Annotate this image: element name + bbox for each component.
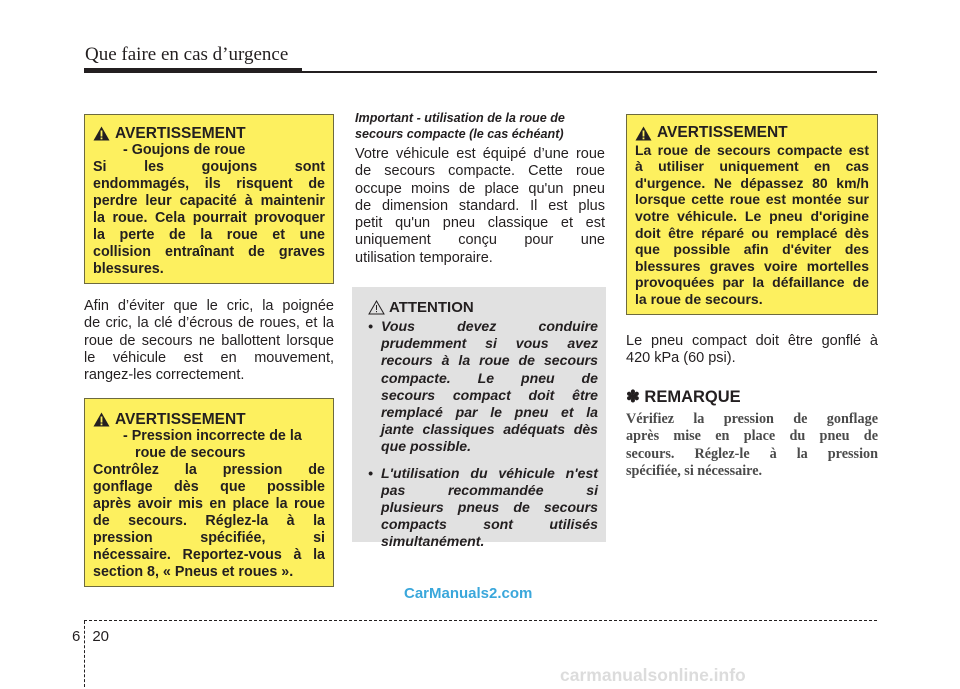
page-number-value: 20 bbox=[92, 628, 110, 645]
warning-line: à utiliser uniquement en cas bbox=[635, 158, 869, 175]
header-rule bbox=[84, 71, 877, 73]
warning-line: pression spécifiée, si bbox=[93, 530, 325, 546]
paragraph-line: uniquement conçu pour une bbox=[355, 232, 605, 249]
warning-line: votre véhicule. Le pneu d'origine bbox=[635, 207, 869, 224]
warning-line: endommagés, ils risquent de bbox=[93, 176, 325, 192]
warning-line: Contrôlez la pression de bbox=[93, 462, 325, 478]
warning-line: la roue de secours. bbox=[635, 290, 763, 307]
warning-title: AVERTISSEMENT bbox=[657, 124, 788, 141]
warning-subtitle: roue de secours bbox=[135, 445, 246, 461]
remarque-line: secours. Réglez-le à la pression bbox=[626, 445, 878, 462]
warning-box-wheel-studs bbox=[84, 114, 334, 284]
warning-line: de secours. Réglez-la à la bbox=[93, 513, 325, 529]
remarque-title: ✽ REMARQUE bbox=[626, 388, 741, 406]
attention-box bbox=[352, 287, 606, 550]
warning-line: doit être réparé ou remplacé dès bbox=[635, 224, 869, 241]
warning-triangle-icon bbox=[93, 412, 110, 427]
attention-line: Vous devez conduire bbox=[381, 318, 598, 334]
warning-line: gonflage dès que possible bbox=[93, 479, 325, 495]
remarque-line: après mise en place du pneu de bbox=[626, 428, 878, 445]
watermark-link[interactable]: CarManuals2.com bbox=[404, 585, 533, 602]
paragraph-line: 420 kPa (60 psi). bbox=[626, 350, 736, 367]
warning-line: blessures. bbox=[93, 261, 164, 277]
attention-line: pas recommandée si bbox=[381, 481, 598, 498]
paragraph-line: le véhicule est en mouvement, bbox=[84, 349, 334, 366]
remarque-text bbox=[626, 411, 878, 481]
attention-line: prudemment si vous avez bbox=[381, 335, 598, 352]
warning-line: nécessaire. Reportez-vous à la bbox=[93, 547, 325, 563]
paragraph-line: petit qu'un pneu classique et est bbox=[355, 215, 605, 232]
warning-line: provoquées par la défaillance de bbox=[635, 274, 869, 291]
page-header-title: Que faire en cas d’urgence bbox=[85, 44, 289, 65]
compact-spare-paragraph bbox=[355, 146, 605, 267]
compact-pressure-paragraph bbox=[626, 333, 878, 368]
warning-line: La roue de secours compacte est bbox=[635, 141, 869, 158]
paragraph-line: Le pneu compact doit être gonflé à bbox=[626, 333, 878, 349]
attention-line: L'utilisation du véhicule n'est bbox=[381, 464, 598, 481]
attention-title: ATTENTION bbox=[389, 299, 474, 316]
heading-line: secours compacte (le cas échéant) bbox=[355, 126, 564, 141]
stowage-paragraph bbox=[84, 298, 334, 384]
page-number bbox=[72, 628, 117, 645]
warning-line: la perte de la roue et une bbox=[93, 227, 325, 243]
paragraph-line: de dimension standard. Il est plus bbox=[355, 197, 605, 214]
paragraph-line: occupe moins de place qu'un pneu bbox=[355, 180, 605, 197]
remarque-line: Vérifiez la pression de gonflage bbox=[626, 411, 878, 427]
warning-header bbox=[93, 411, 325, 428]
attention-line: secours compact doit être bbox=[381, 386, 598, 403]
warning-line: Si les goujons sont bbox=[93, 159, 325, 175]
bullet: • bbox=[368, 464, 373, 481]
warning-line: blessures graves voire mortelles bbox=[635, 257, 869, 274]
attention-line: simultanément. bbox=[381, 533, 485, 550]
warning-triangle-icon bbox=[635, 126, 652, 141]
warning-line: d'urgence. Ne dépassez 80 km/h bbox=[635, 174, 869, 191]
warning-triangle-icon bbox=[93, 126, 110, 141]
warning-line: que possible afin d'éviter des bbox=[635, 241, 869, 258]
attention-line: remplacé par le pneu et la bbox=[381, 404, 598, 421]
paragraph-line: utilisation temporaire. bbox=[355, 249, 493, 266]
heading-line: Important - utilisation de la roue de bbox=[355, 111, 565, 125]
remarque-line: spécifiée, si nécessaire. bbox=[626, 463, 763, 480]
bullet: • bbox=[368, 318, 373, 334]
paragraph-line: Afin d’éviter que le cric, la poignée bbox=[84, 298, 334, 314]
warning-title: AVERTISSEMENT bbox=[115, 411, 246, 428]
warning-subtitle: - Goujons de roue bbox=[123, 142, 246, 158]
paragraph-line: de secours compacte. Cette roue bbox=[355, 163, 605, 180]
warning-line: perdre leur capacité à maintenir bbox=[93, 193, 325, 209]
warning-title: AVERTISSEMENT bbox=[115, 125, 246, 142]
important-heading bbox=[355, 111, 607, 142]
attention-line: recours à la roue de secours bbox=[381, 352, 598, 369]
paragraph-line: de cric, la clé d’écrous de roues, et la bbox=[84, 315, 334, 332]
warning-line: lorsque cette roue est montée sur bbox=[635, 191, 869, 208]
chapter-number: 6 bbox=[72, 628, 81, 645]
attention-line: jante classiques adéquats dès bbox=[381, 421, 598, 438]
attention-line: compacts sont utilisés bbox=[381, 516, 598, 533]
warning-box-compact-spare bbox=[626, 114, 878, 315]
attention-line: compacte. Le pneu de bbox=[381, 369, 598, 386]
paragraph-line: Votre véhicule est équipé d’une roue bbox=[355, 146, 605, 162]
paragraph-line: roue de secours ne ballottent lorsque bbox=[84, 332, 334, 349]
warning-header bbox=[635, 125, 869, 142]
caution-triangle-icon bbox=[368, 300, 385, 315]
attention-line: plusieurs pneus de secours bbox=[381, 499, 598, 516]
warning-subtitle: - Pression incorrecte de la bbox=[123, 428, 302, 444]
attention-item bbox=[368, 465, 598, 551]
warning-line: collision entraînant de graves bbox=[93, 244, 325, 260]
attention-line: que possible. bbox=[381, 438, 472, 455]
warning-line: la roue. Cela pourrait provoquer bbox=[93, 210, 325, 226]
paragraph-line: rangez-les correctement. bbox=[84, 367, 245, 384]
warning-header bbox=[93, 125, 325, 142]
warning-box-tire-pressure bbox=[84, 398, 334, 587]
warning-line: section 8, « Pneus et roues ». bbox=[93, 564, 294, 580]
site-credit: carmanualsonline.info bbox=[560, 665, 746, 685]
footer-rule bbox=[84, 620, 877, 621]
warning-line: après avoir mis en place la roue bbox=[93, 496, 325, 512]
attention-item bbox=[368, 318, 598, 456]
attention-header bbox=[368, 299, 598, 316]
